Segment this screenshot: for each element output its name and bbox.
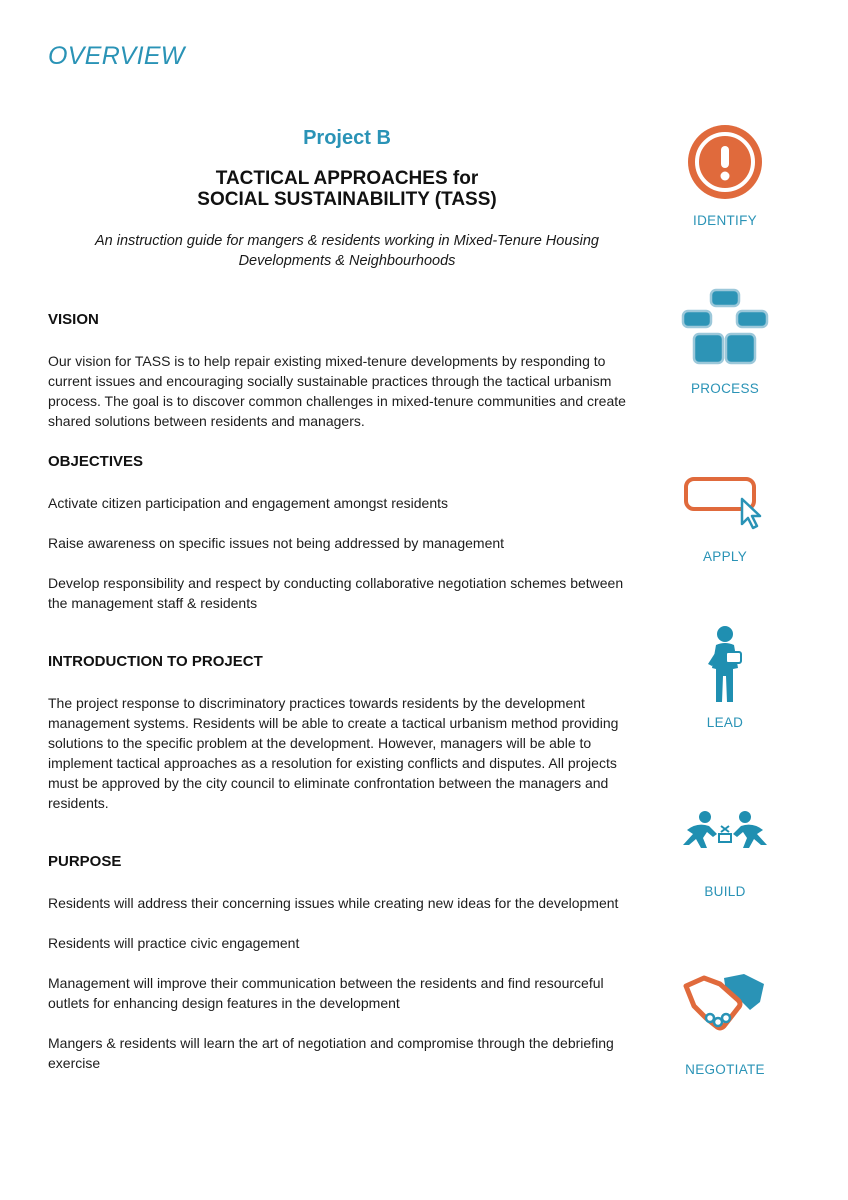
purpose-item-line: Mangers & residents will learn the art of negotiation and compromise through the debriefing xyxy=(48,1035,614,1051)
purpose-item: Residents will practice civic engagement xyxy=(48,935,300,951)
vision-line: Our vision for TASS is to help repair existing mixed-tenure developments by responding to xyxy=(48,353,606,369)
intro-line: implement tactical approaches as a resolution for existing conflicts and disputes. All projects xyxy=(48,755,617,771)
step-label: APPLY xyxy=(702,549,748,564)
step-label: IDENTIFY xyxy=(693,213,757,228)
step-process xyxy=(660,288,790,396)
page-heading-overview: OVERVIEW xyxy=(48,42,185,70)
step-apply xyxy=(660,474,790,564)
purpose-item-line: exercise xyxy=(48,1055,101,1071)
handshake-icon xyxy=(680,970,770,1034)
flowchart-icon xyxy=(680,288,770,368)
purpose-item-line: outlets for enhancing design features in the development xyxy=(48,995,400,1011)
purpose-heading: PURPOSE xyxy=(48,853,122,870)
purpose-item xyxy=(48,1033,648,1073)
intro-line: management systems. Residents will be able to create a tactical urbanism method providing xyxy=(48,715,619,731)
document-title xyxy=(48,168,646,210)
objective-item-line: Develop responsibility and respect by conducting collaborative negotiation schemes between xyxy=(48,575,624,591)
step-label: NEGOTIATE xyxy=(685,1062,765,1077)
people-building-icon xyxy=(677,810,773,850)
vision-line: shared solutions between residents and managers. xyxy=(48,413,365,429)
step-label: PROCESS xyxy=(690,381,760,396)
vision-line: process. The goal is to discover common challenges in mixed-tenure communities and create xyxy=(48,393,626,409)
person-icon xyxy=(695,624,755,704)
subtitle-line-2: Developments & Neighbourhoods xyxy=(238,253,456,269)
project-label: Project B xyxy=(303,127,391,149)
vision-line: current issues and encouraging socially sustainable practices through the tactical urbanism xyxy=(48,373,612,389)
purpose-item-line: Management will improve their communication between the residents and find resourceful xyxy=(48,975,604,991)
step-label: LEAD xyxy=(706,715,744,730)
objectives-heading: OBJECTIVES xyxy=(48,453,144,470)
objective-item: Raise awareness on specific issues not being addressed by management xyxy=(48,535,505,551)
step-lead xyxy=(660,624,790,730)
intro-line: residents. xyxy=(48,795,109,811)
purpose-item: Residents will address their concerning issues while creating new ideas for the development xyxy=(48,895,619,911)
step-label: BUILD xyxy=(704,884,746,899)
intro-line: The project response to discriminatory practices towards residents by the development xyxy=(48,695,585,711)
intro-line: must be approved by the city council to eliminate confrontation between the managers and xyxy=(48,775,609,791)
objective-item xyxy=(48,573,648,613)
purpose-item xyxy=(48,973,648,1013)
subtitle-line-1: An instruction guide for mangers & residents working in Mixed-Tenure Housing xyxy=(95,233,599,249)
cursor-button-icon xyxy=(680,474,770,530)
introduction-paragraph xyxy=(48,693,648,813)
step-build xyxy=(660,810,790,899)
vision-paragraph xyxy=(48,351,648,431)
document-subtitle xyxy=(48,231,646,271)
title-line-1: TACTICAL APPROACHES for xyxy=(215,168,479,189)
objective-item-line: the management staff & residents xyxy=(48,595,258,611)
exclamation-circle-icon xyxy=(685,122,765,202)
step-negotiate xyxy=(660,970,790,1077)
intro-line: solutions to the specific problem at the development. However, managers will be able to xyxy=(48,735,592,751)
vision-heading: VISION xyxy=(48,311,99,328)
main-content xyxy=(48,309,648,1073)
title-line-2: SOCIAL SUSTAINABILITY (TASS) xyxy=(197,189,497,210)
step-identify xyxy=(660,122,790,228)
introduction-heading: INTRODUCTION TO PROJECT xyxy=(48,653,263,670)
objective-item: Activate citizen participation and engagement amongst residents xyxy=(48,495,449,511)
